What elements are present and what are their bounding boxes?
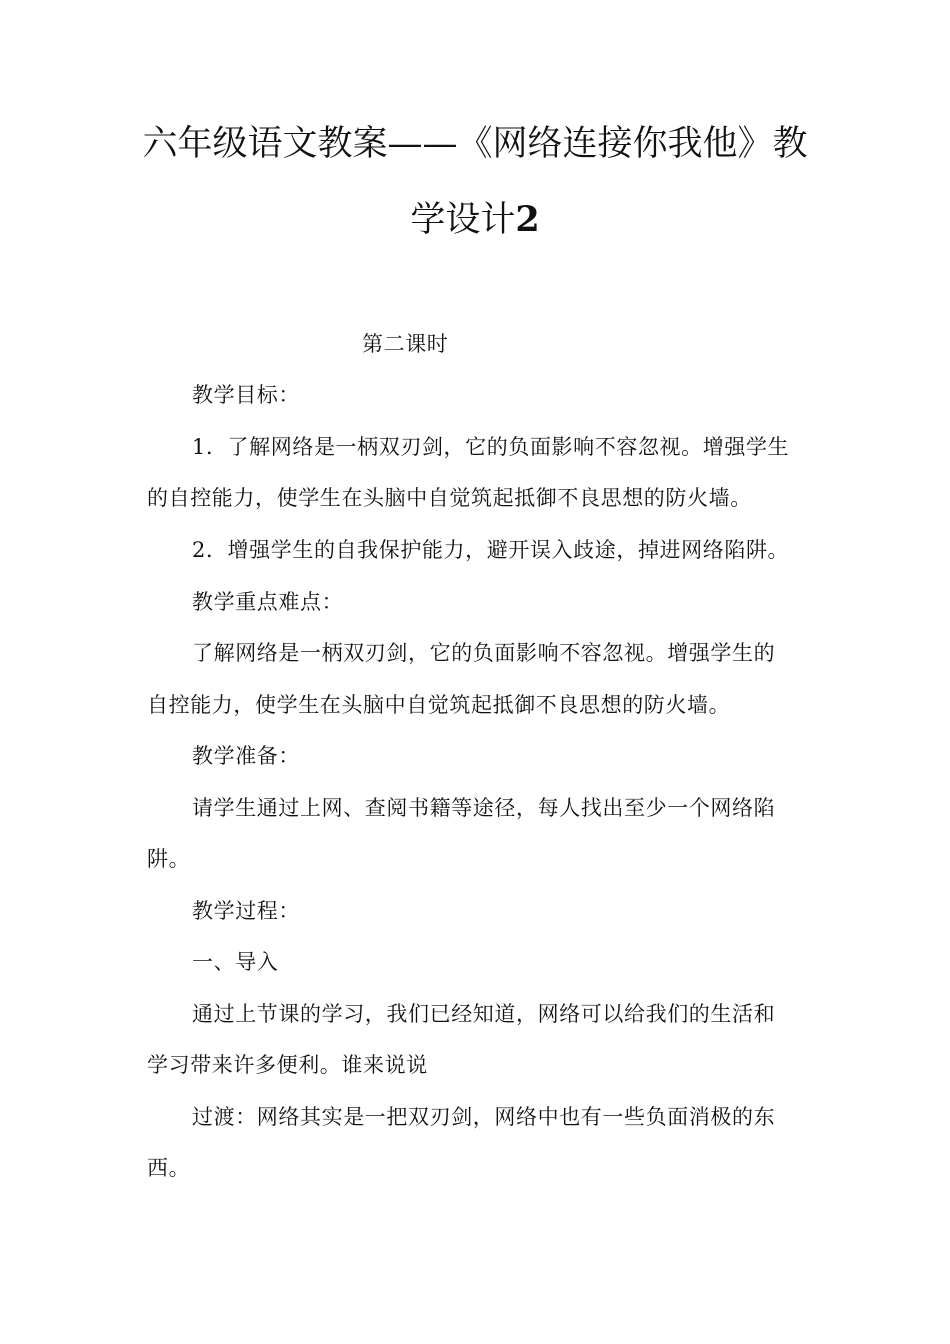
section-heading-process: 教学过程： <box>192 899 300 923</box>
paragraph-line: 的自控能力，使学生在头脑中自觉筑起抵御不良思想的防火墙。 <box>147 486 752 510</box>
paragraph-line: 请学生通过上网、查阅书籍等途径，每人找出至少一个网络陷 <box>192 796 776 820</box>
paragraph-line: 2．增强学生的自我保护能力，避开误入歧途，掉进网络陷阱。 <box>192 538 790 562</box>
paragraph-line: 1．了解网络是一柄双刃剑，它的负面影响不容忽视。增强学生 <box>192 435 790 459</box>
paragraph-line: 通过上节课的学习，我们已经知道，网络可以给我们的生活和 <box>192 1002 776 1026</box>
paragraph-line: 过渡：网络其实是一把双刃剑，网络中也有一些负面消极的东 <box>192 1105 776 1129</box>
paragraph-line: 阱。 <box>147 847 191 871</box>
lesson-label: 第二课时 <box>362 332 449 356</box>
title-text: 学设计 <box>410 200 516 240</box>
section-heading-key-points: 教学重点难点： <box>192 590 344 614</box>
title-number: 2 <box>515 199 540 240</box>
section-heading-objectives: 教学目标： <box>192 383 300 407</box>
section-heading-preparation: 教学准备： <box>192 744 300 768</box>
document-title-line-2 <box>140 200 810 240</box>
document-title-line-1: 六年级语文教案——《网络连接你我他》教 <box>142 124 808 164</box>
subsection-heading-intro: 一、导入 <box>192 950 279 974</box>
paragraph-line: 学习带来许多便利。谁来说说 <box>147 1053 428 1077</box>
paragraph-line: 自控能力，使学生在头脑中自觉筑起抵御不良思想的防火墙。 <box>147 693 731 717</box>
paragraph-line: 了解网络是一柄双刃剑，它的负面影响不容忽视。增强学生的 <box>192 641 776 665</box>
paragraph-line: 西。 <box>147 1156 191 1180</box>
